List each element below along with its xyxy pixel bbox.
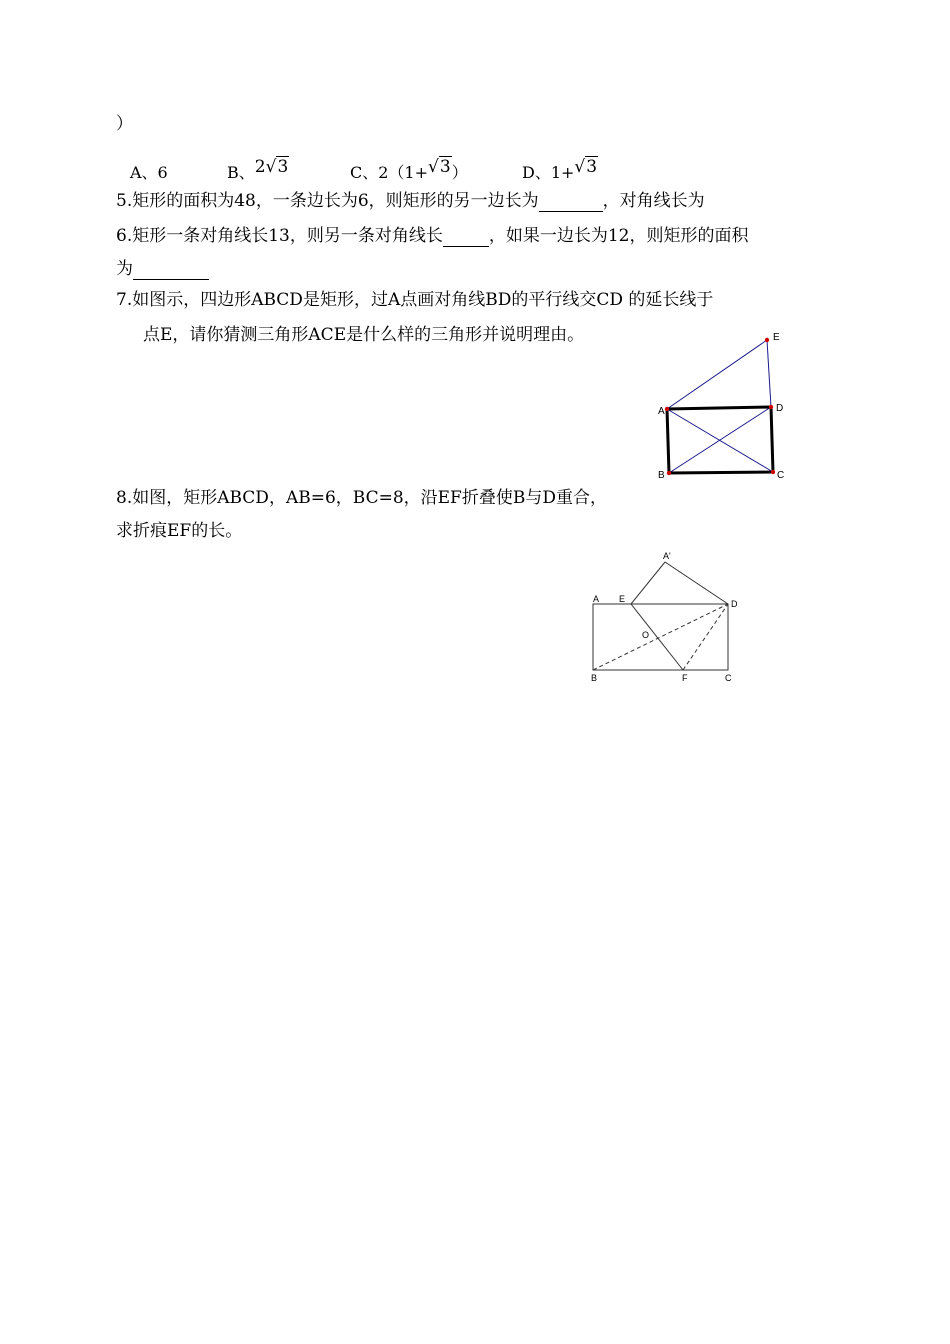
fig1-point-a (665, 407, 669, 411)
q6-text-before: 6.矩形一条对角线长13，则另一条对角线长 (116, 226, 443, 246)
question-8-line-2: 求折痕EF的长。 (116, 521, 243, 541)
fig2-dashed-fd (683, 604, 728, 670)
option-a: A、6 (130, 163, 168, 182)
fig2-fold-ea-prime (631, 562, 665, 604)
fig1-label-c: C (777, 470, 785, 480)
fig1-point-c (771, 470, 775, 474)
fig2-label-a-prime: A' (663, 551, 671, 561)
option-d-prefix: D、1+ (522, 163, 575, 182)
fig2-label-o: O (642, 630, 650, 640)
q5-text-before: 5.矩形的面积为48，一条边长为6，则矩形的另一边长为 (116, 191, 539, 211)
q6-line2-text: 为 (116, 259, 133, 279)
previous-question-bracket: ） (116, 114, 133, 134)
fig2-label-a: A (593, 594, 600, 604)
option-d-radicand: 3 (586, 157, 598, 177)
fig1-point-e (765, 338, 769, 342)
fig2-fold-a-prime-d (665, 562, 728, 604)
option-b-prefix: B、 (227, 163, 255, 182)
figure-rectangle-abcd-with-e (652, 330, 792, 480)
option-b-coef: 2 (254, 157, 266, 177)
fig1-label-e: E (773, 332, 780, 343)
fig1-diagonal-bd (669, 407, 771, 473)
fig2-dashed-bd (593, 604, 728, 670)
q6-text-after: ，如果一边长为12，则矩形的面积 (488, 226, 749, 246)
q6-answer-blank-2[interactable] (133, 261, 209, 280)
question-5 (116, 190, 705, 212)
fig1-ed-line (767, 340, 771, 407)
question-6-line-2 (116, 258, 209, 280)
fig1-label-d: D (776, 403, 784, 414)
fig2-label-f: F (682, 673, 688, 683)
option-c-suffix: ） (451, 163, 468, 182)
figure-folded-rectangle (585, 548, 745, 688)
question-7-line-1: 7.如图示，四边形ABCD是矩形，过A点画对角线BD的平行线交CD 的延长线于 (116, 290, 714, 310)
question-8-line-1: 8.如图，矩形ABCD，AB=6，BC=8，沿EF折叠使B与D重合， (116, 488, 607, 508)
option-b-radical: 2√3 (254, 157, 289, 177)
q6-answer-blank-1[interactable] (443, 228, 489, 247)
option-b (227, 157, 289, 183)
option-b-radicand: 3 (277, 157, 289, 177)
fig1-label-a: A (658, 406, 665, 417)
fig1-ae-line (667, 340, 767, 409)
option-d-radical: √3 (574, 157, 598, 177)
fig2-label-b: B (591, 673, 598, 683)
option-c (350, 157, 468, 183)
option-c-radicand: 3 (439, 157, 451, 177)
fig1-point-d (769, 405, 773, 409)
option-c-radical: √3 (428, 157, 451, 177)
option-c-prefix: C、2（1+ (350, 163, 429, 182)
question-6-line-1 (116, 225, 749, 247)
q5-answer-blank-1[interactable] (539, 193, 603, 212)
fig2-label-c: C (725, 673, 732, 683)
fig1-point-b (667, 471, 671, 475)
option-d (522, 157, 598, 183)
fig2-label-e: E (619, 594, 626, 604)
fig1-label-b: B (658, 470, 665, 480)
question-7-line-2: 点E，请你猜测三角形ACE是什么样的三角形并说明理由。 (143, 325, 585, 345)
fig2-crease-ef (631, 604, 683, 670)
q5-text-after: ，对角线长为 (602, 191, 705, 211)
fig2-label-d: D (731, 599, 738, 609)
